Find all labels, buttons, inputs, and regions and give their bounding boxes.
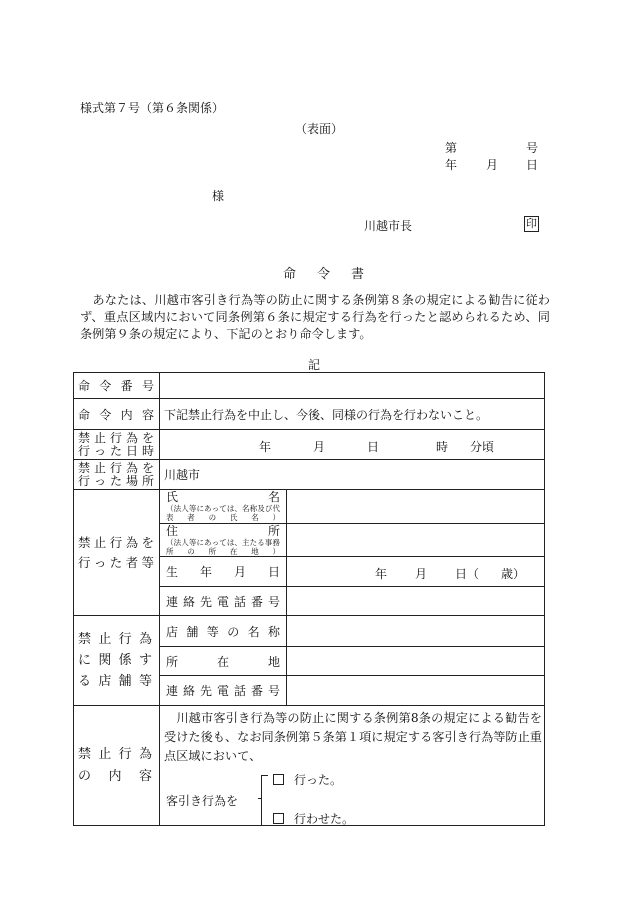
- location-value[interactable]: [287, 647, 545, 676]
- phone-value[interactable]: [287, 587, 545, 616]
- datetime-hour: 時: [436, 440, 449, 454]
- order-table: [73, 372, 545, 826]
- bracket-tick: [258, 798, 262, 799]
- act-lead: 客引き行為を: [166, 794, 239, 808]
- address-note: （法人等にあっては、主たる事務所の所在地）: [166, 537, 280, 556]
- birth-label: 生年月日: [160, 557, 287, 587]
- name-label-cell: [160, 490, 287, 524]
- address-value[interactable]: [287, 524, 545, 557]
- store-label: 禁止行為に関係する店舗等: [74, 616, 160, 706]
- option-acted-label: 行った。: [294, 773, 343, 787]
- order-content-label: 命令内容: [74, 399, 160, 430]
- option-caused-label: 行わせた。: [294, 812, 355, 826]
- act-content: [160, 706, 545, 826]
- store-name-label: 店舗等の名称: [160, 616, 287, 647]
- birth-year: 年: [375, 567, 388, 581]
- store-name-value[interactable]: [287, 616, 545, 647]
- datetime-year: 年: [259, 440, 272, 454]
- place-label: 禁止行為を行った場所: [74, 460, 160, 490]
- name-note: （法人等にあっては、名称及び代表者の氏名）: [166, 504, 280, 522]
- side-label: （表面）: [295, 122, 344, 136]
- issuer: 川越市長: [364, 219, 413, 233]
- option-acted[interactable]: [273, 771, 342, 788]
- store-phone-value[interactable]: [287, 676, 545, 706]
- datetime-month: 月: [313, 440, 326, 454]
- date-month: 月: [486, 158, 499, 172]
- person-label: 禁止行為を行った者等: [74, 490, 160, 616]
- form-number: 様式第７号（第６条関係）: [80, 101, 225, 115]
- name-value[interactable]: [287, 490, 545, 524]
- doc-number-go: 号: [526, 141, 539, 155]
- store-phone-label: 連絡先電話番号: [160, 676, 287, 706]
- address-label-cell: [160, 524, 287, 557]
- option-caused[interactable]: [273, 810, 354, 827]
- order-number-value[interactable]: [160, 373, 545, 399]
- order-number-label: 命令番号: [74, 373, 160, 399]
- address-label: 住所: [166, 523, 280, 538]
- body-paragraph: あなたは、川越市客引き行為等の防止に関する条例第８条の規定による勧告に従わず、重点区域内において同条例第６条に規定する行為を行ったと認められるため、同条例第９条の規定により、下記のとおり命令します。: [80, 293, 550, 341]
- ki-heading: 記: [308, 358, 321, 372]
- name-label: 氏名: [166, 490, 280, 504]
- seal-stamp: 印: [526, 217, 537, 230]
- date-day: 日: [526, 158, 539, 172]
- place-value[interactable]: 川越市: [160, 460, 545, 490]
- datetime-day: 日: [367, 440, 380, 454]
- document-title: 命 令 書: [283, 267, 369, 282]
- birth-month: 月: [415, 567, 428, 581]
- datetime-label: 禁止行為を行った日時: [74, 430, 160, 460]
- location-label: 所在地: [160, 647, 287, 676]
- options-bracket: [261, 775, 268, 826]
- date-year: 年: [445, 158, 458, 172]
- act-label: 禁止行為の内容: [74, 706, 160, 826]
- option-acted-checkbox[interactable]: [273, 774, 284, 785]
- order-content-value: 下記禁止行為を中止し、今後、同様の行為を行わないこと。: [160, 399, 545, 430]
- birth-day: 日（: [455, 567, 480, 581]
- doc-number-dai: 第: [445, 141, 458, 155]
- option-caused-checkbox[interactable]: [273, 813, 284, 824]
- datetime-value[interactable]: [160, 430, 545, 460]
- birth-age: 歳）: [501, 567, 526, 581]
- addressee-suffix: 様: [212, 189, 225, 203]
- datetime-minute: 分頃: [470, 440, 495, 454]
- act-text: 川越市客引き行為等の防止に関する条例第8条の規定による勧告を受けた後も、なお同条例第５条第１項に規定する客引き行為等防止重点区域において、: [164, 711, 542, 763]
- birth-value[interactable]: [287, 557, 545, 587]
- phone-label: 連絡先電話番号: [160, 587, 287, 616]
